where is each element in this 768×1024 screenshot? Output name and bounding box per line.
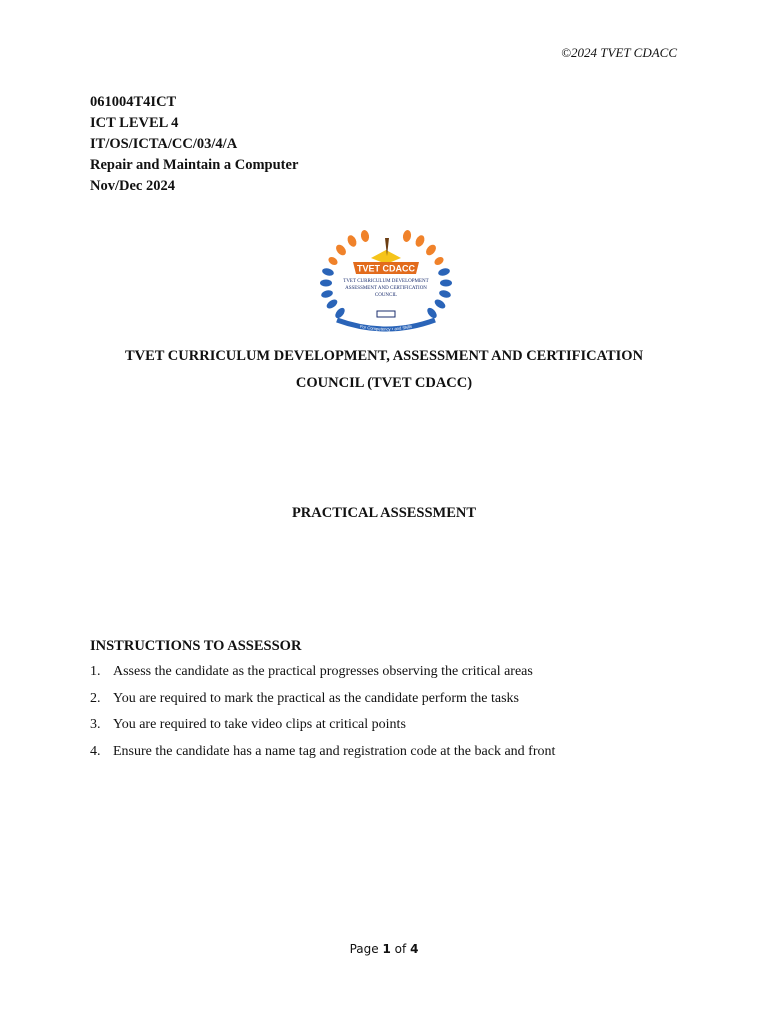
council-name-line-2: COUNCIL (TVET CDACC) (295, 375, 473, 391)
instruction-item (90, 717, 555, 744)
assessment-title: PRACTICAL ASSESSMENT (291, 505, 477, 521)
instruction-text: Ensure the candidate has a name tag and registration code at the back and front (113, 743, 556, 759)
svg-text:For Competency • and Skills: For Competency • and Skills (359, 323, 413, 332)
document-header (90, 92, 298, 197)
instructions-list (90, 664, 555, 770)
instruction-item (90, 691, 555, 718)
council-name (0, 343, 768, 397)
unit-code: IT/OS/ICTA/CC/03/4/A (90, 136, 238, 152)
logo-motto (337, 320, 435, 332)
copyright-notice: ©2024 TVET CDACC (561, 45, 677, 60)
of-word: of (394, 942, 407, 956)
logo-text (343, 279, 428, 298)
total-pages: 4 (410, 942, 419, 956)
instructions-heading: INSTRUCTIONS TO ASSESSOR (90, 638, 302, 654)
logo-banner (353, 262, 419, 274)
instruction-text: You are required to mark the practical as the candidate perform the tasks (113, 690, 519, 706)
instruction-item (90, 744, 555, 771)
instruction-number: 2. (90, 690, 101, 706)
svg-text:TVET CDACC: TVET CDACC (357, 263, 415, 274)
instruction-number: 1. (90, 664, 101, 679)
svg-text:ASSESSMENT AND CERTIFICATION: ASSESSMENT AND CERTIFICATION (345, 286, 427, 291)
svg-text:COUNCIL: COUNCIL (374, 293, 398, 298)
qualification-level: ICT LEVEL 4 (90, 115, 179, 131)
instruction-item (90, 664, 555, 691)
logo-book-icon (371, 238, 401, 264)
unit-title: Repair and Maintain a Computer (90, 157, 299, 173)
instruction-text: Assess the candidate as the practical progresses observing the critical areas (113, 664, 533, 679)
current-page: 1 (382, 942, 391, 956)
page-number (0, 942, 768, 956)
logo-badge (377, 311, 395, 317)
instruction-text: You are required to take video clips at critical points (113, 717, 406, 732)
tvet-cdacc-logo (319, 228, 453, 336)
instruction-number: 3. (90, 717, 101, 732)
svg-text:TVET CURRICULUM DEVELOPMENT: TVET CURRICULUM DEVELOPMENT (343, 279, 429, 284)
instruction-number: 4. (90, 743, 101, 759)
paper-code: 061004T4ICT (90, 94, 177, 110)
council-name-line-1: TVET CURRICULUM DEVELOPMENT, ASSESSMENT AND CERTIFICATION (124, 348, 644, 364)
page-word: Page (349, 942, 379, 956)
exam-session: Nov/Dec 2024 (90, 178, 175, 194)
